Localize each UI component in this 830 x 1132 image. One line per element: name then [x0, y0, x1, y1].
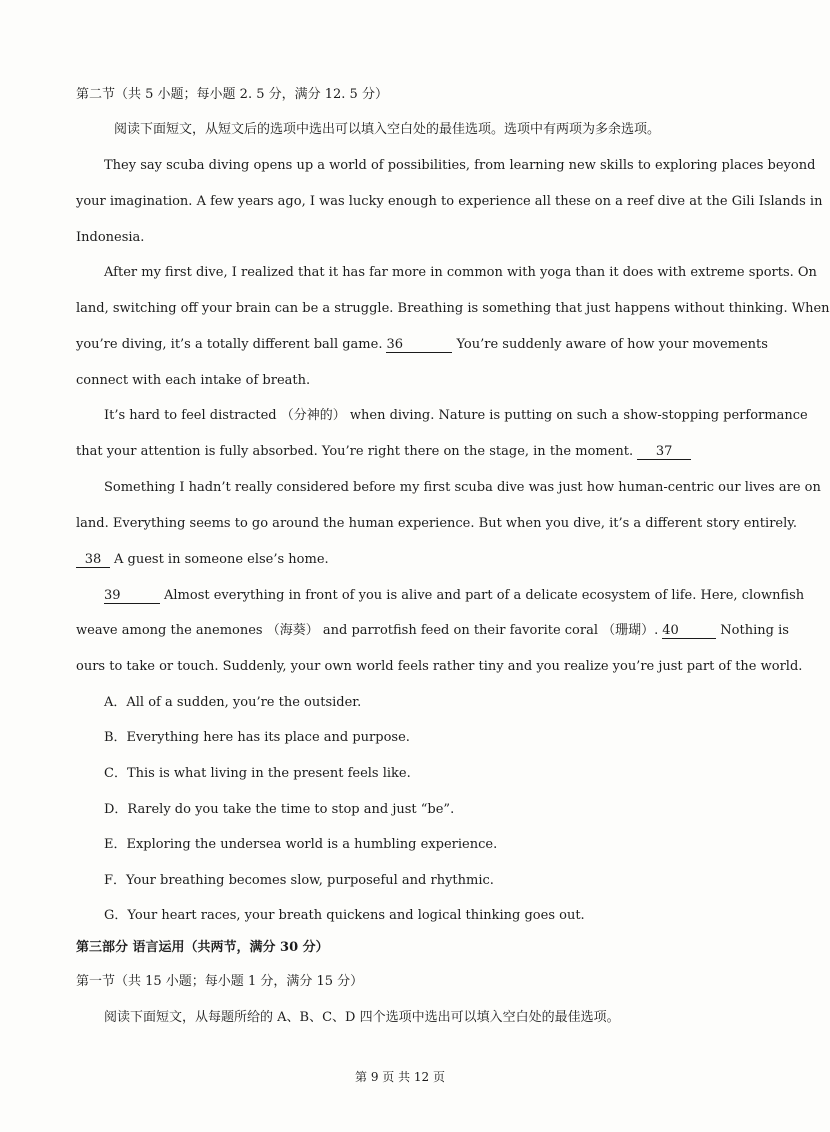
- para5-line3: ours to take or touch. Suddenly, your own world feels rather tiny and you realize you’re just part of the world.: [76, 659, 803, 674]
- para2-line3-b: You’re suddenly aware of how your movements: [456, 337, 768, 352]
- para3-line2-a: that your attention is fully absorbed. You’re right there on the stage, in the moment.: [76, 444, 634, 459]
- section2-header: 第二节（共 5 小题；每小题 2. 5 分，满分 12. 5 分）: [76, 87, 388, 102]
- para3-line1: It’s hard to feel distracted （分神的） when diving. Nature is putting on such a show-stopping performance: [104, 408, 808, 423]
- para2-line3-a: you’re diving, it’s a totally different ball game.: [76, 337, 383, 352]
- option-f[interactable]: F．Your breathing becomes slow, purposeful and rhythmic.: [104, 873, 494, 888]
- para2-line2: land, switching off your brain can be a struggle. Breathing is something that just happens without thinking. When: [76, 301, 830, 316]
- para1-line2: your imagination. A few years ago, I was lucky enough to experience all these on a reef dive at the Gili Islands in: [76, 194, 823, 209]
- section1-header: 第一节（共 15 小题；每小题 1 分，满分 15 分）: [76, 974, 364, 989]
- para1-line3: Indonesia.: [76, 230, 145, 245]
- blank-37[interactable]: 37: [637, 444, 691, 460]
- option-a[interactable]: A．All of a sudden, you’re the outsider.: [104, 695, 362, 710]
- page-footer: 第 9 页 共 12 页: [355, 1070, 445, 1084]
- blank-39[interactable]: 39: [104, 588, 160, 604]
- para1-line1: They say scuba diving opens up a world of possibilities, from learning new skills to exploring places beyond: [104, 158, 816, 173]
- para2-line3: [76, 336, 768, 354]
- blank-40[interactable]: 40: [662, 623, 716, 639]
- para4-line2: land. Everything seems to go around the human experience. But when you dive, it’s a different story entirely.: [76, 516, 798, 531]
- blank-38[interactable]: 38: [76, 552, 110, 568]
- instruction2: 阅读下面短文，从每题所给的 A、B、C、D 四个选项中选出可以填入空白处的最佳选项。: [104, 1010, 620, 1025]
- para5-line2-a: weave among the anemones （海葵） and parrotfish feed on their favorite coral （珊瑚）.: [76, 623, 659, 638]
- para4-line1: Something I hadn’t really considered before my first scuba dive was just how human-centric our lives are on: [104, 480, 821, 495]
- para5-line1-b: Almost everything in front of you is alive and part of a delicate ecosystem of life. Here, clownfish: [164, 588, 805, 603]
- para4-line3: [76, 551, 724, 569]
- para2-line1: After my first dive, I realized that it has far more in common with yoga than it does with extreme sports. On: [104, 265, 817, 280]
- instruction: 阅读下面短文，从短文后的选项中选出可以填入空白处的最佳选项。选项中有两项为多余选项。: [114, 122, 661, 137]
- para5-line2: [76, 622, 789, 640]
- para4-line3-b: A guest in someone else’s home.: [114, 552, 329, 567]
- para5-line2-b: Nothing is: [720, 623, 789, 638]
- option-e[interactable]: E．Exploring the undersea world is a humbling experience.: [104, 837, 498, 852]
- para2-line4: connect with each intake of breath.: [76, 373, 311, 388]
- option-d[interactable]: D．Rarely do you take the time to stop and just “be”.: [104, 802, 455, 817]
- option-g[interactable]: G．Your heart races, your breath quickens and logical thinking goes out.: [104, 908, 585, 923]
- para3-line2: [76, 443, 724, 461]
- blank-36[interactable]: 36: [386, 337, 452, 353]
- option-b[interactable]: B．Everything here has its place and purpose.: [104, 730, 410, 745]
- part3-header: 第三部分 语言运用（共两节，满分 30 分）: [76, 940, 329, 955]
- para5-line1: [104, 587, 805, 605]
- option-c[interactable]: C．This is what living in the present feels like.: [104, 766, 411, 781]
